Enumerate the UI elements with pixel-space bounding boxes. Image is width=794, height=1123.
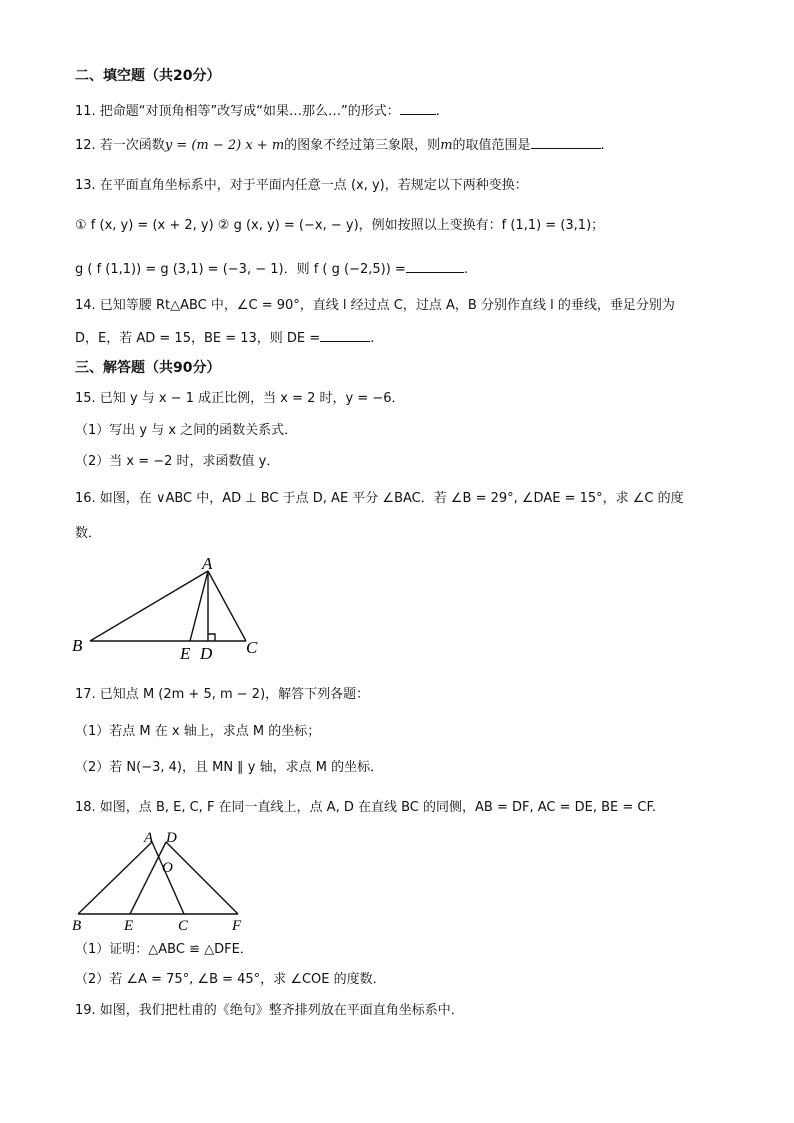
answer-blank-14[interactable] <box>320 327 370 342</box>
segment-ac <box>208 571 246 641</box>
section-heading-fill-in: 二、填空题（共20分） <box>75 68 221 84</box>
question-12: 12. 若一次函数y = (m − 2) x + m的图象不经过第三象限，则m的取值范围是 . <box>75 134 605 156</box>
point-label-o: O <box>162 860 173 876</box>
segment-de <box>130 842 166 914</box>
question-13-line-2: ① f (x, y) = (x + 2, y) ② g (x, y) = (−x, − y)，例如按照以上变换有：f (1,1) = (3,1)； <box>75 218 605 233</box>
point-label-b: B <box>72 636 83 655</box>
segment-ac <box>152 842 184 914</box>
point-label-c: C <box>246 638 258 657</box>
answer-blank-12[interactable] <box>531 134 601 149</box>
right-angle-mark <box>208 634 215 641</box>
point-label-c: C <box>178 918 189 934</box>
question-13-line-1: 13. 在平面直角坐标系中，对于平面内任意一点 (x, y)，若规定以下两种变换： <box>75 178 528 193</box>
point-label-e: E <box>180 644 191 663</box>
formula-linear-function: y = (m − 2) x + m <box>164 138 285 153</box>
point-label-d: D <box>200 644 213 663</box>
question-16-line-2: 数． <box>75 526 102 541</box>
congruent-triangles-figure <box>60 828 260 938</box>
triangle-abc-figure <box>60 555 280 665</box>
point-label-a: A <box>144 830 154 846</box>
question-13-line-3: g ( f (1,1)) = g (3,1) = (−3, − 1)．则 f ( g (−2,5)) = . <box>75 258 468 280</box>
point-label-d: D <box>166 830 177 846</box>
segment-ae <box>190 571 208 641</box>
point-label-e: E <box>124 918 134 934</box>
question-18-part-2: （2）若 ∠A = 75°, ∠B = 45°，求 ∠COE 的度数． <box>75 972 386 987</box>
question-15-part-2: （2）当 x = −2 时，求函数值 y． <box>75 454 280 469</box>
point-label-b: B <box>72 918 82 934</box>
question-11-text: 11. 把命题“对顶角相等”改写成“如果…那么…”的形式： <box>75 104 400 119</box>
question-17-part-2: （2）若 N(−3, 4)，且 MN ∥ y 轴，求点 M 的坐标． <box>75 760 384 775</box>
question-18: 18. 如图，点 B, E, C, F 在同一直线上，点 A, D 在直线 BC 的同侧，AB = DF, AC = DE, BE = CF. <box>75 800 657 815</box>
point-label-f: F <box>232 918 242 934</box>
question-19: 19. 如图，我们把杜甫的《绝句》整齐排列放在平面直角坐标系中． <box>75 1003 464 1018</box>
segment-ab <box>78 842 152 914</box>
question-14-line-1: 14. 已知等腰 Rt△ABC 中，∠C = 90°，直线 l 经过点 C，过点 A，B 分别作直线 l 的垂线，垂足分别为 <box>75 298 675 313</box>
question-15: 15. 已知 y 与 x − 1 成正比例，当 x = 2 时，y = −6． <box>75 391 405 406</box>
segment-df <box>166 842 238 914</box>
question-15-part-1: （1）写出 y 与 x 之间的函数关系式． <box>75 423 298 438</box>
point-label-a: A <box>202 555 213 573</box>
segment-ab <box>90 571 208 641</box>
question-17: 17. 已知点 M (2m + 5, m − 2)，解答下列各题： <box>75 687 370 702</box>
question-11: 11. 把命题“对顶角相等”改写成“如果…那么…”的形式： . <box>75 100 440 122</box>
question-18-part-1: （1）证明：△ABC ≌ △DFE． <box>75 942 253 957</box>
answer-blank-11[interactable] <box>400 100 436 115</box>
section-heading-solutions: 三、解答题（共90分） <box>75 360 221 376</box>
question-16-line-1: 16. 如图，在 ∨ABC 中，AD ⊥ BC 于点 D, AE 平分 ∠BAC．若 ∠B = 29°, ∠DAE = 15°，求 ∠C 的度 <box>75 491 684 506</box>
question-14-line-2: D，E，若 AD = 15，BE = 13，则 DE = . <box>75 327 374 349</box>
question-17-part-1: （1）若点 M 在 x 轴上，求点 M 的坐标； <box>75 724 321 739</box>
answer-blank-13[interactable] <box>406 258 464 273</box>
